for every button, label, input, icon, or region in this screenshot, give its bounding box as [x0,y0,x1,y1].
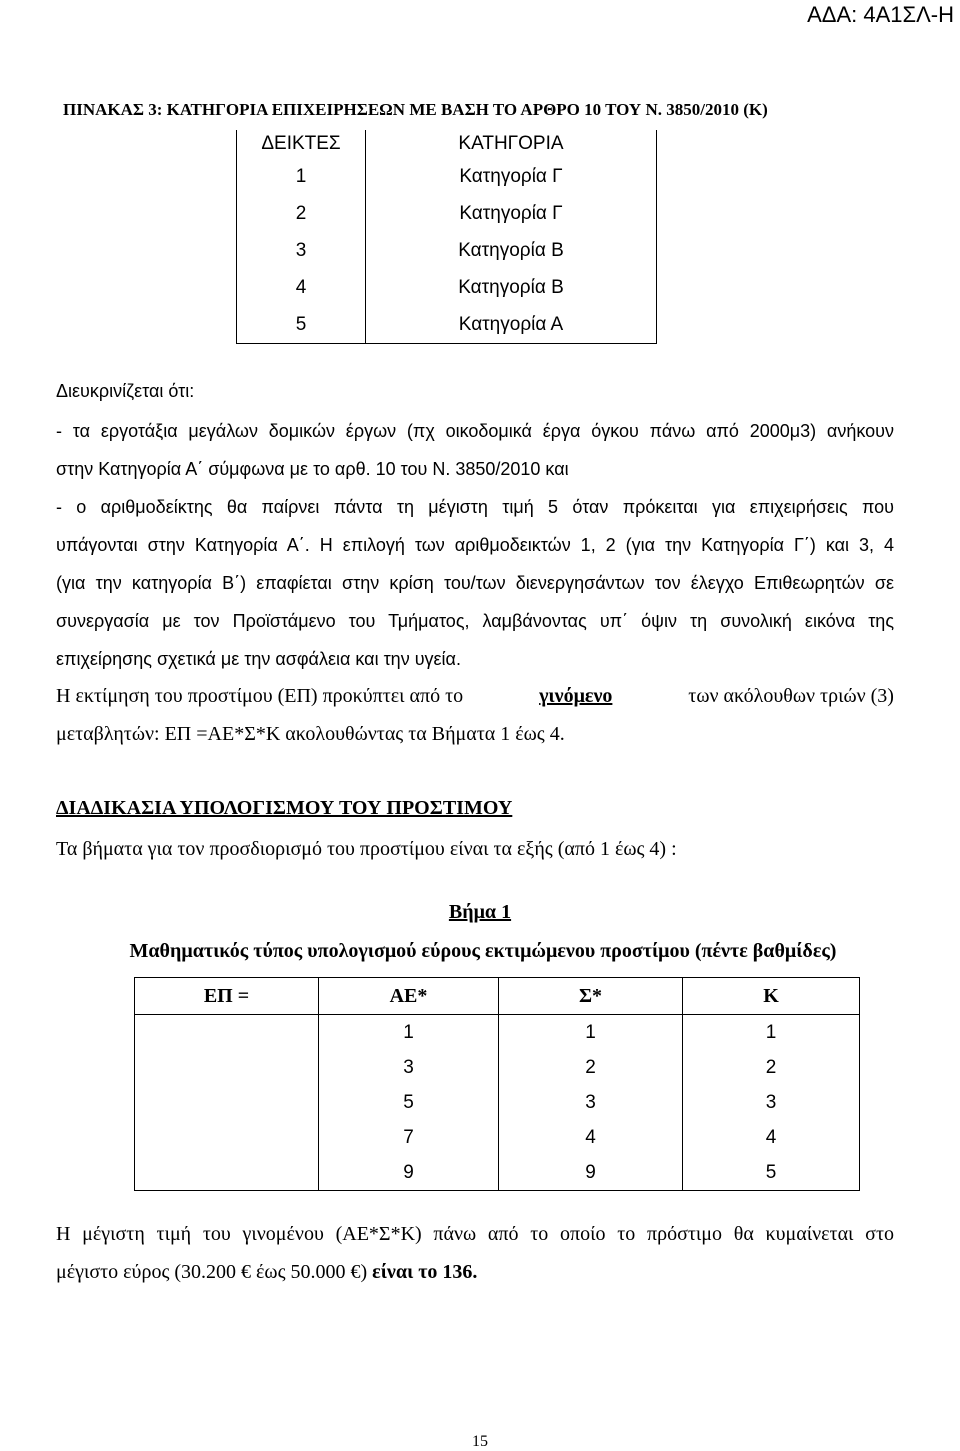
k-cell: 3 [683,1085,860,1120]
header-category: ΚΑΤΗΓΟΡΙΑ [366,130,657,158]
ae-cell: 1 [319,1015,499,1051]
table-row [237,306,657,344]
k-cell: 5 [683,1155,860,1191]
formula-table [134,977,860,1191]
ep-cell [135,1015,319,1051]
ep-cell [135,1155,319,1191]
table-row [237,195,657,232]
table-row [135,1155,860,1191]
clarify-line-4: υπάγονται στην Κατηγορία Α΄. Η επιλογή των αριθμοδεικτών 1, 2 (για την Κατηγορία Γ΄) και 3, 4 [56,535,894,555]
s-cell: 2 [499,1050,683,1085]
clarify-line-1: - τα εργοτάξια μεγάλων δομικών έργων (πχ οικοδομικά έργα όγκου πάνω από 2000μ3) ανήκουν [56,421,894,441]
table-row [237,158,657,195]
category-cell: Κατηγορία Β [366,232,657,269]
header-ae: ΑΕ* [319,978,499,1015]
table-row [135,1015,860,1051]
k-cell: 2 [683,1050,860,1085]
category-table [236,130,657,344]
clarify-line-2: στην Κατηγορία Α΄ σύμφωνα με το αρθ. 10 του Ν. 3850/2010 και [56,459,569,479]
ae-cell: 5 [319,1085,499,1120]
index-cell: 2 [237,195,366,232]
category-cell: Κατηγορία Α [366,306,657,344]
max-note-value: είναι το 136. [372,1261,478,1283]
category-cell: Κατηγορία Β [366,269,657,306]
steps-line: Τα βήματα για τον προσδιορισμό του προστίμου είναι τα εξής (από 1 έως 4) : [56,838,677,860]
index-cell: 1 [237,158,366,195]
table-row [135,1050,860,1085]
ada-code: ΑΔΑ: 4Α1ΣΛ-Η [807,2,954,27]
ae-cell: 9 [319,1155,499,1191]
clarify-line-7: επιχείρησης σχετικά με την ασφάλεια και την υγεία. [56,649,461,669]
s-cell: 9 [499,1155,683,1191]
max-note-range: μέγιστο εύρος (30.200 € έως 50.000 €) [56,1261,368,1283]
page-number: 15 [472,1433,488,1450]
estimate-product-word: γινόμενο [539,685,613,707]
ae-cell: 3 [319,1050,499,1085]
table-row [237,269,657,306]
header-ep: ΕΠ = [135,978,319,1015]
table-row [135,1085,860,1120]
header-s: Σ* [499,978,683,1015]
index-cell: 3 [237,232,366,269]
procedure-heading: ΔΙΑΔΙΚΑΣΙΑ ΥΠΟΛΟΓΙΣΜΟΥ ΤΟΥ ΠΡΟΣΤΙΜΟΥ [56,797,513,819]
estimate-line-2: μεταβλητών: ΕΠ =ΑΕ*Σ*Κ ακολουθώντας τα Βήματα 1 έως 4. [56,723,565,745]
index-cell: 5 [237,306,366,344]
estimate-line-1-post: των ακόλουθων τριών (3) [688,685,894,707]
table-header-row [237,130,657,158]
category-cell: Κατηγορία Γ [366,195,657,232]
table-row [237,232,657,269]
table3-title: ΠΙΝΑΚΑΣ 3: ΚΑΤΗΓΟΡΙΑ ΕΠΙΧΕΙΡΗΣΕΩΝ ΜΕ ΒΑΣΗ ΤΟ ΑΡΘΡΟ 10 ΤΟΥ Ν. 3850/2010 (Κ) [63,100,768,119]
max-note-line-1: Η μέγιστη τιμή του γινομένου (ΑΕ*Σ*Κ) πάνω από το οποίο το πρόστιμο θα κυμαίνεται στο [56,1223,894,1245]
header-k: Κ [683,978,860,1015]
estimate-line-1-pre: Η εκτίμηση του προστίμου (ΕΠ) προκύπτει από το [56,685,464,707]
s-cell: 3 [499,1085,683,1120]
ep-cell [135,1050,319,1085]
header-indices: ΔΕΙΚΤΕΣ [237,130,366,158]
estimate-line-1 [56,685,894,708]
clarify-line-3: - ο αριθμοδείκτης θα παίρνει πάντα τη μέγιστη τιμή 5 όταν πρόκειται για επιχειρήσεις που [56,497,894,517]
step-label: Βήμα 1 [448,901,512,923]
clarify-line-6: συνεργασία με τον Προϊστάμενο του Τμήματος, λαμβάνοντας υπ΄ όψιν τη συνολική εικόνα της [56,611,894,631]
max-note-line-2 [56,1261,477,1284]
category-cell: Κατηγορία Γ [366,158,657,195]
s-cell: 1 [499,1015,683,1051]
clarify-line-5: (για την κατηγορία Β΄) επαφίεται στην κρίση του/των διενεργησάντων τον έλεγχο Επιθεωρητών σε [56,573,894,593]
ep-cell [135,1120,319,1155]
s-cell: 4 [499,1120,683,1155]
clarify-intro: Διευκρινίζεται ότι: [56,381,195,401]
k-cell: 4 [683,1120,860,1155]
table-header-row [135,978,860,1015]
step-title: Μαθηματικός τύπος υπολογισμού εύρους εκτιμώμενου προστίμου (πέντε βαθμίδες) [129,940,837,962]
table-row [135,1120,860,1155]
k-cell: 1 [683,1015,860,1051]
ae-cell: 7 [319,1120,499,1155]
index-cell: 4 [237,269,366,306]
ep-cell [135,1085,319,1120]
